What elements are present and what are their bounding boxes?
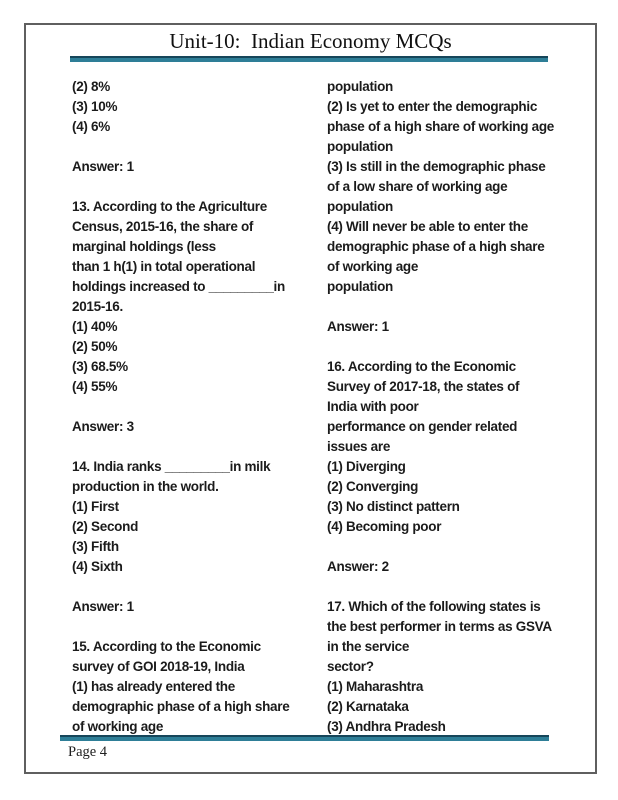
text-line: demographic phase of a high share bbox=[72, 699, 290, 714]
text-line: (3) 68.5% bbox=[72, 359, 128, 374]
text-line: India with poor bbox=[327, 399, 419, 414]
left-column bbox=[72, 77, 327, 737]
text-line: performance on gender related bbox=[327, 419, 518, 434]
text-line: sector? bbox=[327, 659, 374, 674]
text-line: Answer: 1 bbox=[72, 159, 134, 174]
text-line: phase of a high share of working age bbox=[327, 119, 554, 134]
text-line: (2) Karnataka bbox=[327, 699, 409, 714]
text-line: (4) Becoming poor bbox=[327, 519, 442, 534]
text-line: Answer: 1 bbox=[327, 319, 389, 334]
footer-divider-rule bbox=[60, 735, 549, 741]
text-line: population bbox=[327, 199, 393, 214]
text-line: the best performer in terms as GSVA bbox=[327, 619, 552, 634]
text-line: Census, 2015-16, the share of bbox=[72, 219, 254, 234]
header-divider-rule bbox=[70, 56, 548, 62]
text-line: 17. Which of the following states is bbox=[327, 599, 541, 614]
text-line: (1) Maharashtra bbox=[327, 679, 424, 694]
text-line: (2) Second bbox=[72, 519, 139, 534]
text-line: survey of GOI 2018-19, India bbox=[72, 659, 245, 674]
text-line: (4) Sixth bbox=[72, 559, 123, 574]
text-line: population bbox=[327, 79, 393, 94]
text-line bbox=[327, 297, 582, 317]
text-line: of working age bbox=[327, 259, 419, 274]
text-line bbox=[327, 577, 582, 597]
text-line: (3) Is still in the demographic phase bbox=[327, 159, 546, 174]
text-line: (3) Fifth bbox=[72, 539, 119, 554]
text-line: 13. According to the Agriculture bbox=[72, 199, 267, 214]
right-column bbox=[327, 77, 582, 737]
text-line: demographic phase of a high share bbox=[327, 239, 545, 254]
text-line: Survey of 2017-18, the states of bbox=[327, 379, 520, 394]
text-line: (3) 10% bbox=[72, 99, 118, 114]
text-line: issues are bbox=[327, 439, 391, 454]
text-line: 15. According to the Economic bbox=[72, 639, 261, 654]
text-line: (2) Converging bbox=[327, 479, 419, 494]
text-line: of working age bbox=[72, 719, 164, 734]
text-line: (1) Diverging bbox=[327, 459, 406, 474]
text-line: (2) 8% bbox=[72, 79, 110, 94]
text-line bbox=[72, 617, 327, 637]
text-line bbox=[72, 577, 327, 597]
text-line bbox=[327, 537, 582, 557]
page-title: Unit-10: Indian Economy MCQs bbox=[169, 29, 452, 53]
text-line: Answer: 2 bbox=[327, 559, 389, 574]
text-line: (4) 55% bbox=[72, 379, 118, 394]
text-line: (2) 50% bbox=[72, 339, 118, 354]
text-line: (4) 6% bbox=[72, 119, 110, 134]
text-line: holdings increased to _________in bbox=[72, 279, 285, 294]
text-line: of a low share of working age bbox=[327, 179, 508, 194]
text-line bbox=[72, 397, 327, 417]
text-line: Answer: 1 bbox=[72, 599, 134, 614]
text-line: population bbox=[327, 139, 393, 154]
text-line bbox=[72, 137, 327, 157]
text-line: 2015-16. bbox=[72, 299, 123, 314]
text-line: (4) Will never be able to enter the bbox=[327, 219, 528, 234]
text-line: (1) First bbox=[72, 499, 119, 514]
text-line: (1) 40% bbox=[72, 319, 118, 334]
text-line: than 1 h(1) in total operational bbox=[72, 259, 256, 274]
page-number-label: Page 4 bbox=[68, 744, 108, 760]
text-line: 16. According to the Economic bbox=[327, 359, 516, 374]
text-line: marginal holdings (less bbox=[72, 239, 216, 254]
text-line: (2) Is yet to enter the demographic bbox=[327, 99, 538, 114]
document-page bbox=[24, 23, 597, 774]
text-line bbox=[72, 177, 327, 197]
text-line: 14. India ranks _________in milk bbox=[72, 459, 271, 474]
text-line: (3) No distinct pattern bbox=[327, 499, 460, 514]
text-line: (3) Andhra Pradesh bbox=[327, 719, 446, 734]
text-line: production in the world. bbox=[72, 479, 219, 494]
text-line: (1) has already entered the bbox=[72, 679, 235, 694]
text-line bbox=[327, 337, 582, 357]
text-line: population bbox=[327, 279, 393, 294]
text-line bbox=[72, 437, 327, 457]
text-line: Answer: 3 bbox=[72, 419, 134, 434]
text-line: in the service bbox=[327, 639, 410, 654]
